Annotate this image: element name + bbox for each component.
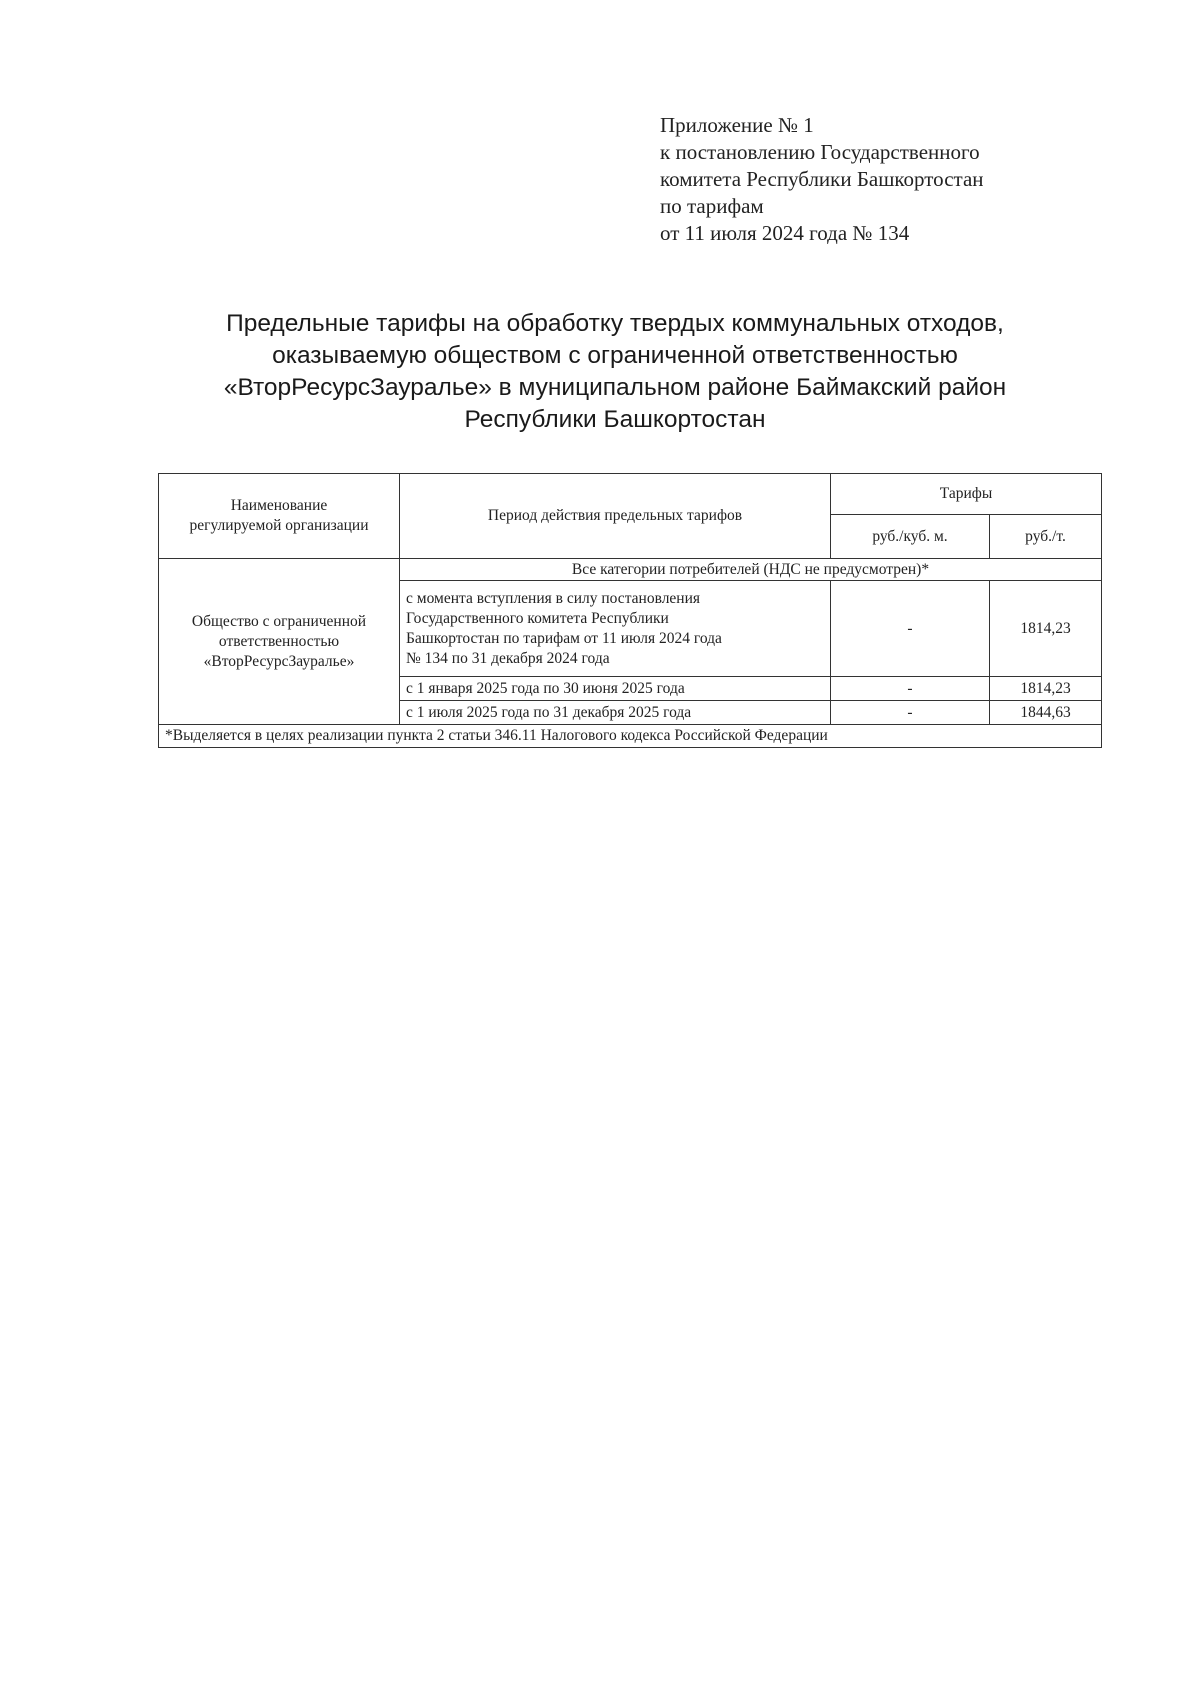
appendix-header bbox=[660, 112, 984, 247]
footnote: *Выделяется в целях реализации пункта 2 статьи 346.11 Налогового кодекса Российской Федерации bbox=[159, 725, 1102, 748]
period-cell: с 1 июля 2025 года по 31 декабря 2025 года bbox=[400, 701, 831, 725]
tariff-m3-cell: - bbox=[831, 581, 990, 677]
tariff-t-cell: 1814,23 bbox=[990, 677, 1102, 701]
period-line: с момента вступления в силу постановления bbox=[406, 589, 701, 607]
period-line: Государственного комитета Республики bbox=[406, 609, 669, 627]
tariff-m3-cell: - bbox=[831, 701, 990, 725]
header-organization bbox=[159, 474, 400, 559]
footnote-row bbox=[159, 725, 1102, 748]
document-title bbox=[150, 308, 1080, 436]
header-org-line: Наименование bbox=[230, 497, 328, 514]
period-cell bbox=[400, 581, 831, 677]
organization-line: «ВторРесурсЗауралье» bbox=[203, 652, 355, 670]
organization-line: ответственностью bbox=[218, 632, 340, 650]
consumer-category: Все категории потребителей (НДС не предусмотрен)* bbox=[400, 559, 1102, 581]
period-line: Башкортостан по тарифам от 11 июля 2024 года bbox=[406, 629, 722, 647]
tariff-t-cell: 1844,63 bbox=[990, 701, 1102, 725]
tariffs-table bbox=[158, 473, 1102, 748]
organization-line: Общество с ограниченной bbox=[191, 612, 367, 630]
header-unit-m3: руб./куб. м. bbox=[831, 515, 990, 559]
tariff-t-cell: 1814,23 bbox=[990, 581, 1102, 677]
title-line: оказываемую обществом с ограниченной ответственностью bbox=[272, 342, 958, 369]
appendix-line: по тарифам bbox=[660, 194, 764, 218]
organization-cell bbox=[159, 559, 400, 725]
tariff-m3-cell: - bbox=[831, 677, 990, 701]
title-line: «ВторРесурсЗауралье» в муниципальном районе Баймакский район bbox=[223, 374, 1007, 401]
appendix-line: от 11 июля 2024 года № 134 bbox=[660, 221, 910, 245]
header-period: Период действия предельных тарифов bbox=[400, 474, 831, 559]
header-tariffs: Тарифы bbox=[831, 474, 1102, 515]
title-line: Предельные тарифы на обработку твердых коммунальных отходов, bbox=[226, 310, 1004, 337]
period-cell: с 1 января 2025 года по 30 июня 2025 года bbox=[400, 677, 831, 701]
header-org-line: регулируемой организации bbox=[189, 517, 369, 534]
appendix-line: Приложение № 1 bbox=[660, 113, 814, 137]
title-line: Республики Башкортостан bbox=[464, 406, 766, 433]
appendix-line: к постановлению Государственного bbox=[660, 140, 980, 164]
appendix-line: комитета Республики Башкортостан bbox=[660, 167, 984, 191]
table-row bbox=[159, 559, 1102, 581]
table-header-row bbox=[159, 474, 1102, 515]
period-line: № 134 по 31 декабря 2024 года bbox=[406, 649, 610, 667]
header-unit-t: руб./т. bbox=[990, 515, 1102, 559]
